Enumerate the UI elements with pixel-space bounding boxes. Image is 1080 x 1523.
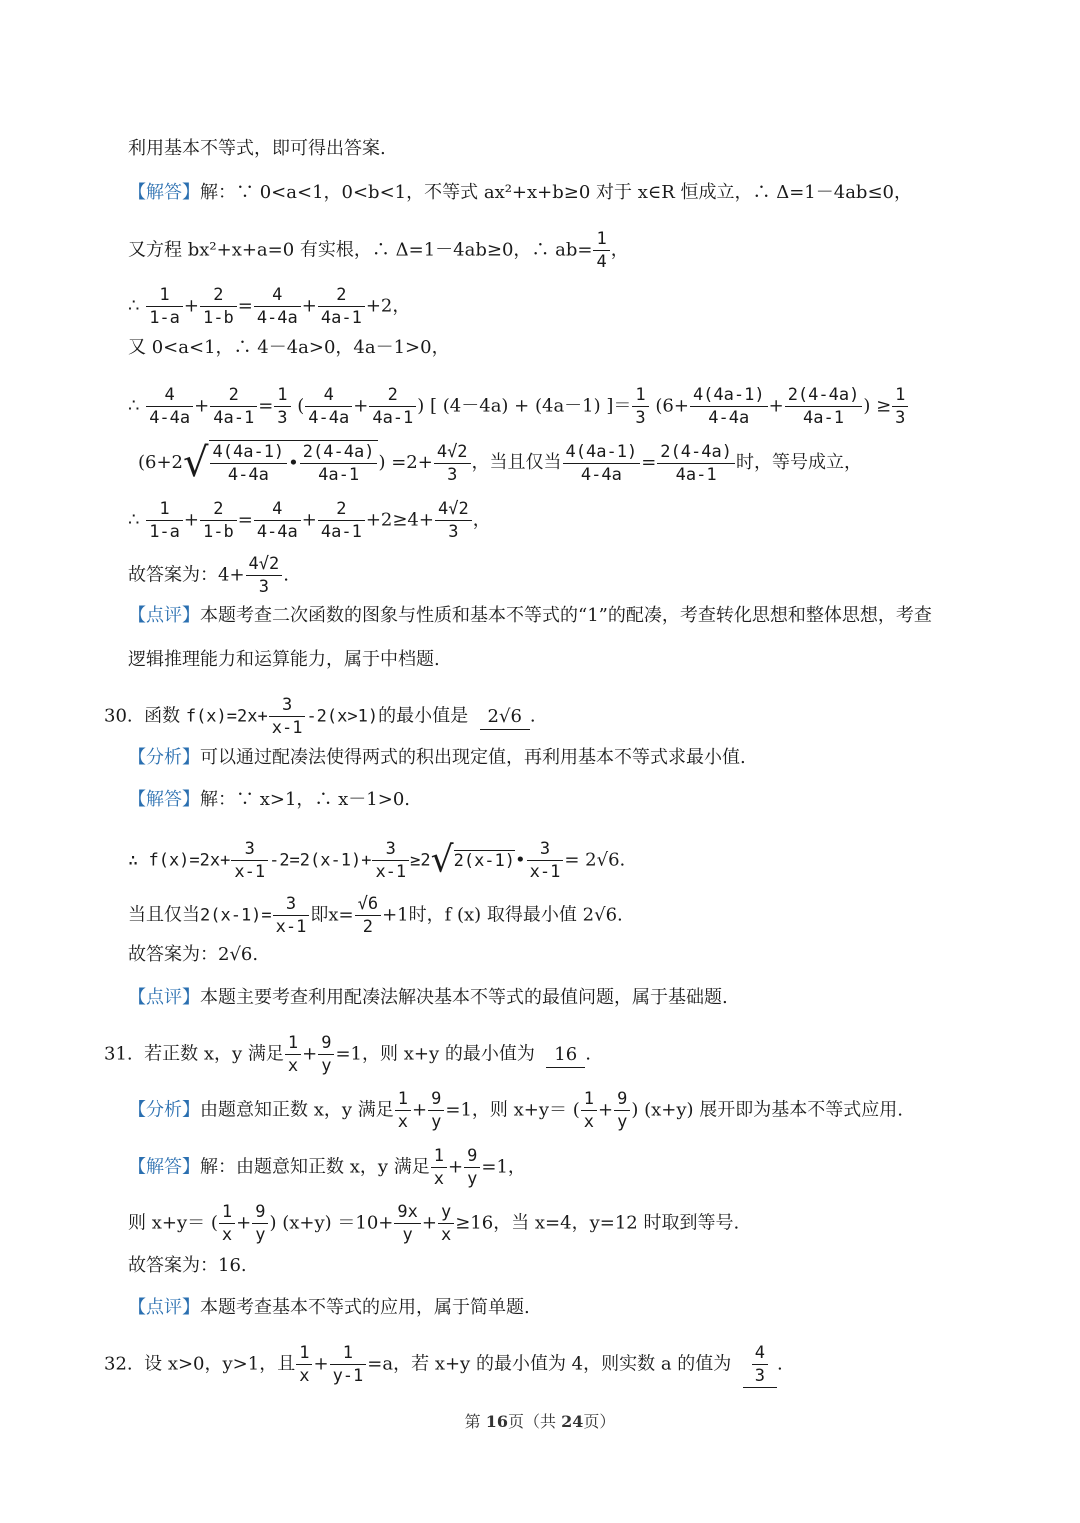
sqrt-icon: √ <box>183 440 209 486</box>
text-line: 【点评】本题主要考查利用配凑法解决基本不等式的最值问题，属于基础题. <box>128 987 728 1008</box>
answer-blank: 16 <box>546 1043 585 1068</box>
section-tag: 【解答】 <box>128 789 200 810</box>
question-30: 30. 函数 f(x)=2x+ $\frac{3}{x-1}$ -2(x>1)的最小值是 2√6 . <box>104 695 536 738</box>
fraction: $\frac{1}{x}$ <box>431 1145 447 1190</box>
text-line: 当且仅当2(x-1)= $\frac{3}{x-1}$ 即x= $\frac{√6}{2}$ +1时，f (x) 取得最小值 2√6. <box>128 894 623 937</box>
fraction: $\frac{4}{4-4a}$ <box>254 284 301 329</box>
fraction: $\frac{2}{1-b}$ <box>200 284 237 329</box>
fraction: $\frac{4(4a-1)}{4-4a}$ <box>210 441 288 486</box>
fraction: $\frac{1}{x}$ <box>581 1088 597 1133</box>
text-line: 故答案为：2√6. <box>128 944 259 965</box>
fraction: $\frac{1}{y-1}$ <box>330 1342 367 1387</box>
fraction: $\frac{3}{x-1}$ <box>269 694 306 739</box>
fraction: $\frac{2}{4a-1}$ <box>210 384 257 429</box>
text-line: 【分析】由题意知正数 x，y 满足 $\frac{1}{x}$ + $\frac{9}{y}$ =1，则 x+y＝ ( $\frac{1}{x}$ + $\frac{9}{y}$ ) (x+y) 展开即为基本不等式应用. <box>128 1089 903 1132</box>
fraction: $\frac{9x}{y}$ <box>394 1201 420 1246</box>
page-number: 16 <box>485 1412 508 1431</box>
fraction: $\frac{4√2}{3}$ <box>434 441 471 486</box>
text-line: 则 x+y＝ ( $\frac{1}{x}$ + $\frac{9}{y}$ ) (x+y) ＝10+ $\frac{9x}{y}$ + $\frac{y}{x}$ ≥16，当 x=4，y=12 时取到等号. <box>128 1202 740 1245</box>
text-line: 利用基本不等式，即可得出答案. <box>128 138 386 159</box>
fraction: $\frac{4(4a-1)}{4-4a}$ <box>563 441 641 486</box>
fraction: $\frac{9}{y}$ <box>464 1145 480 1190</box>
text-line: 故答案为：16. <box>128 1255 247 1276</box>
fraction: $\frac{1}{1-a}$ <box>146 284 183 329</box>
text-line: 又方程 bx²+x+a=0 有实根，∴ Δ=1－4ab≥0，∴ ab= $\frac{1}{4}$ ， <box>128 229 629 272</box>
section-tag: 【点评】 <box>128 987 200 1008</box>
sqrt-icon: √ <box>430 839 454 881</box>
fraction: $\frac{2}{4a-1}$ <box>318 498 365 543</box>
fraction: $\frac{1}{x}$ <box>285 1032 301 1077</box>
fraction: $\frac{9}{y}$ <box>428 1088 444 1133</box>
fraction: $\frac{1}{x}$ <box>395 1088 411 1133</box>
text-line: ∴ $\frac{4}{4-4a}$ + $\frac{2}{4a-1}$ = $\frac{1}{3}$ ( $\frac{4}{4-4a}$ + $\frac{2}{4a-1}$ ) [ (4－4a) + (4a－1) ]＝ $\frac{1}{3}$ (6+ $\frac{4(4a-1)}{4-4a}$ + $\frac{2(4-4a)}{4a-1}$ ) ≥ $\frac{1}{3}$ <box>128 384 909 429</box>
fraction: $\frac{4(4a-1)}{4-4a}$ <box>690 384 768 429</box>
fraction: $\frac{4}{4-4a}$ <box>305 384 352 429</box>
fraction: $\frac{4}{3}$ <box>752 1342 768 1387</box>
fraction: $\frac{4√2}{3}$ <box>246 553 283 598</box>
fraction: $\frac{1}{x}$ <box>296 1342 312 1387</box>
page-total: 24 <box>561 1412 584 1431</box>
answer-blank <box>743 1342 777 1388</box>
fraction: $\frac{2}{4a-1}$ <box>318 284 365 329</box>
section-tag: 【解答】 <box>128 1156 200 1178</box>
fraction: $\frac{√6}{2}$ <box>355 893 381 938</box>
text-line: 又 0<a<1，∴ 4－4a>0，4a－1>0， <box>128 337 450 358</box>
text-line: ∴ $\frac{1}{1-a}$ + $\frac{2}{1-b}$ = $\frac{4}{4-4a}$ + $\frac{2}{4a-1}$ +2， <box>128 285 411 328</box>
fraction: $\frac{4√2}{3}$ <box>435 498 472 543</box>
section-tag: 【分析】 <box>128 747 200 768</box>
fraction: $\frac{9}{y}$ <box>318 1032 334 1077</box>
text-line: ∴ $\frac{1}{1-a}$ + $\frac{2}{1-b}$ = $\frac{4}{4-4a}$ + $\frac{2}{4a-1}$ +2≥4+ $\frac{4√2}{3}$ ， <box>128 499 491 542</box>
fraction: $\frac{4}{4-4a}$ <box>254 498 301 543</box>
fraction: $\frac{4}{4-4a}$ <box>146 384 193 429</box>
section-tag: 【点评】 <box>128 605 200 626</box>
text-line: 【解答】解：由题意知正数 x，y 满足 $\frac{1}{x}$ + $\frac{9}{y}$ =1， <box>128 1146 526 1189</box>
section-tag: 【点评】 <box>128 1297 200 1318</box>
text-line: 逻辑推理能力和运算能力，属于中档题. <box>128 649 440 670</box>
fraction: $\frac{2}{4a-1}$ <box>369 384 416 429</box>
fraction: $\frac{2(4-4a)}{4a-1}$ <box>785 384 863 429</box>
text-line: 【解答】解：∵ x>1，∴ x－1>0. <box>128 789 410 810</box>
fraction: $\frac{1}{4}$ <box>593 228 609 273</box>
text-line: 【解答】解：∵ 0<a<1，0<b<1，不等式 ax²+x+b≥0 对于 x∈R 恒成立，∴ Δ=1－4ab≤0， <box>128 182 912 203</box>
fraction: $\frac{3}{x-1}$ <box>527 838 564 883</box>
fraction: $\frac{2}{1-b}$ <box>200 498 237 543</box>
text-line: 故答案为：4+ $\frac{4√2}{3}$ . <box>128 554 289 597</box>
text-line: 【点评】本题考查二次函数的图象与性质和基本不等式的“1”的配凑，考查转化思想和整体思想，考查 <box>128 605 932 626</box>
fraction: $\frac{3}{x-1}$ <box>231 838 268 883</box>
fraction: $\frac{1}{3}$ <box>632 384 648 429</box>
question-31: 31. 若正数 x，y 满足 $\frac{1}{x}$ + $\frac{9}{y}$ =1，则 x+y 的最小值为 16 . <box>104 1033 591 1076</box>
text-line: 【分析】可以通过配凑法使得两式的积出现定值，再利用基本不等式求最小值. <box>128 747 746 768</box>
fraction: $\frac{y}{x}$ <box>438 1201 454 1246</box>
section-tag: 【解答】 <box>128 182 200 203</box>
fraction: $\frac{9}{y}$ <box>252 1201 268 1246</box>
fraction: $\frac{1}{1-a}$ <box>146 498 183 543</box>
text-line: 【点评】本题考查基本不等式的应用，属于简单题. <box>128 1297 530 1318</box>
text-line: (6+2√ $\frac{4(4a-1)}{4-4a}$ • $\frac{2(4-4a)}{4a-1}$ ) =2+ $\frac{4√2}{3}$ ，当且仅当 $\frac{4(4a-1)}{4-4a}$ = $\frac{2(4-4a)}{4a-1}$ 时，等号成立， <box>138 440 862 486</box>
fraction: $\frac{1}{3}$ <box>892 384 908 429</box>
fraction: $\frac{1}{x}$ <box>219 1201 235 1246</box>
fraction: $\frac{9}{y}$ <box>614 1088 630 1133</box>
question-32: 32. 设 x>0，y>1，且 $\frac{1}{x}$ + $\frac{1}{y-1}$ =a，若 x+y 的最小值为 4，则实数 a 的值为 $\frac{4}{3}$ . <box>104 1343 783 1386</box>
page-footer: 第 16页（共 24页） <box>464 1412 616 1431</box>
fraction: $\frac{2(4-4a)}{4a-1}$ <box>657 441 735 486</box>
fraction: $\frac{1}{3}$ <box>274 384 290 429</box>
fraction: $\frac{3}{x-1}$ <box>273 893 310 938</box>
fraction: $\frac{3}{x-1}$ <box>372 838 409 883</box>
section-tag: 【分析】 <box>128 1099 200 1121</box>
text-line: ∴ f(x)=2x+ $\frac{3}{x-1}$ -2=2(x-1)+ $\frac{3}{x-1}$ ≥2√2(x-1)• $\frac{3}{x-1}$ = 2√6. <box>128 839 626 882</box>
answer-blank: 2√6 <box>480 705 530 730</box>
fraction: $\frac{2(4-4a)}{4a-1}$ <box>300 441 378 486</box>
